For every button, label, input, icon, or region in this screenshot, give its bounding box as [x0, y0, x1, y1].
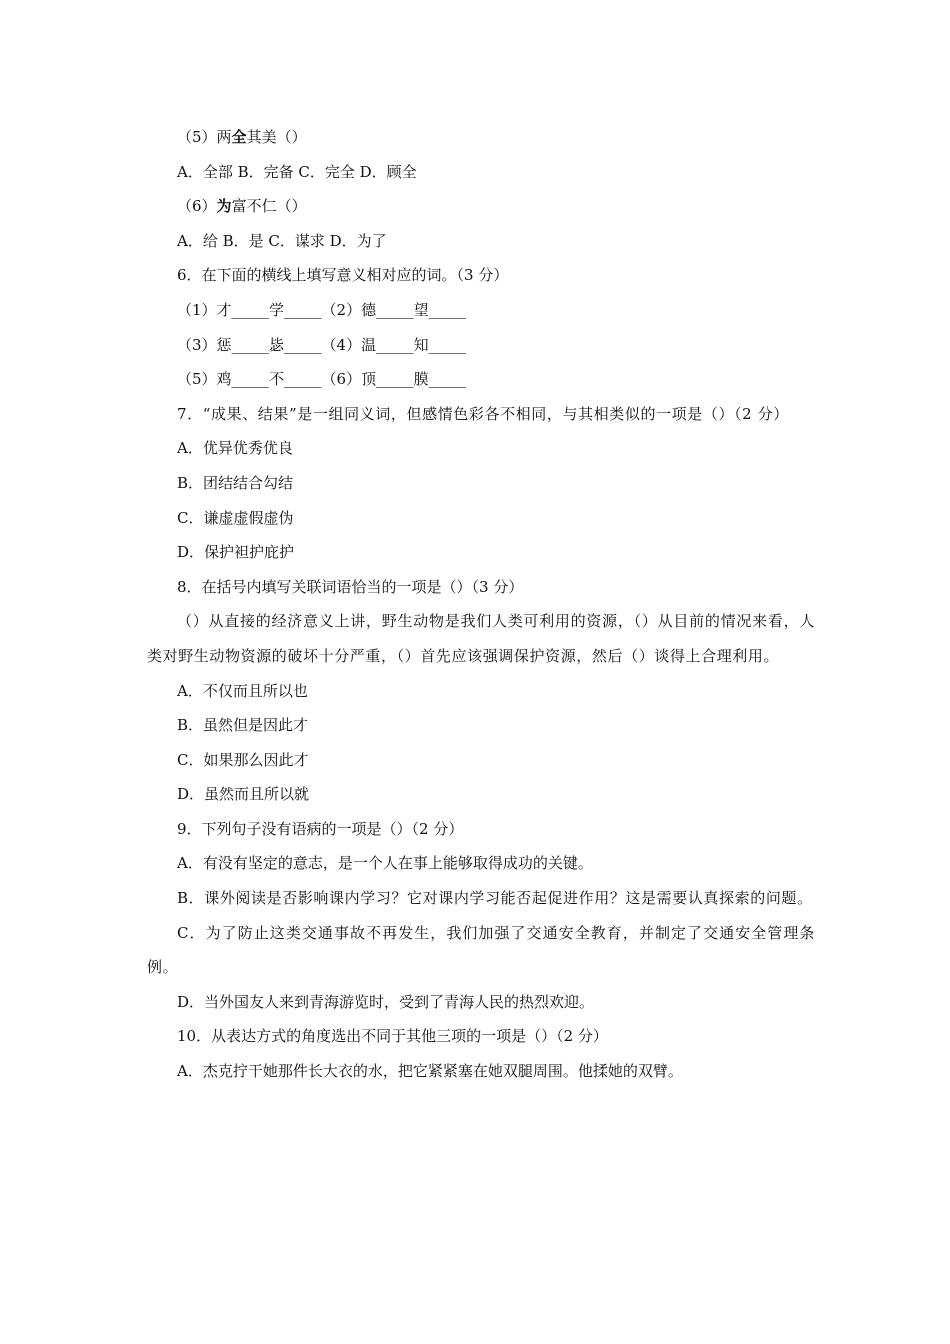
question-5-item-5-options: A．全部 B．完备 C．完全 D．顾全: [177, 162, 417, 181]
question-8-option-c: C．如果那么因此才: [177, 750, 309, 769]
question-9-option-a: A．有没有坚定的意志，是一个人在事上能够取得成功的关键。: [177, 854, 593, 873]
question-8-stem: 8．在括号内填写关联词语恰当的一项是（）（3 分）: [177, 577, 524, 596]
question-6-row-1: （1）才_____学_____（2）德_____望_____: [177, 300, 467, 319]
question-6-stem: 6．在下面的横线上填写意义相对应的词。（3 分）: [177, 266, 509, 285]
question-9-option-b: B．课外阅读是否影响课内学习？它对课内学习能否起促进作用？这是需要认真探索的问题。: [177, 889, 813, 908]
question-9-stem: 9．下列句子没有语病的一项是（）（2 分）: [177, 819, 464, 838]
question-10-option-a: A．杰克拧干她那件长大衣的水，把它紧紧塞在她双腿周围。他揉她的双臂。: [177, 1062, 683, 1081]
question-7-option-a: A．优异优秀优良: [177, 439, 293, 458]
question-6-row-3: （5）鸡_____不_____（6）顶_____膜_____: [177, 370, 467, 389]
emphasized-char: 为: [216, 197, 232, 216]
question-7-option-c: C．谦虚虚假虚伪: [177, 508, 294, 527]
question-7-stem: 7．“成果、结果”是一组同义词，但感情色彩各不相同，与其相类似的一项是（）（2 分）: [177, 404, 789, 423]
question-8-option-b: B．虽然但是因此才: [177, 716, 309, 735]
question-6-row-2: （3）惩_____毖_____（4）温_____知_____: [177, 335, 467, 354]
question-7-option-b: B．团结结合勾结: [177, 473, 294, 492]
question-5-item-5: （5）两全其美（）: [177, 128, 307, 146]
emphasized-char: 全: [231, 128, 247, 146]
question-8-passage: （）从直接的经济意义上讲，野生动物是我们人类可利用的资源，（）从目前的情况来看，人类对野生动物资源的破坏十分严重，（）首先应该强调保护资源，然后（）谈得上合理利用。: [147, 612, 815, 665]
question-5-item-6-options: A．给 B．是 C．谋求 D．为了: [177, 231, 387, 250]
question-8-option-d: D．虽然而且所以就: [177, 785, 310, 804]
question-5-item-6: （6）为富不仁（）: [177, 197, 307, 216]
question-7-option-d: D．保护袒护庇护: [177, 543, 295, 562]
question-8-option-a: A．不仅而且所以也: [177, 681, 308, 700]
question-10-stem: 10．从表达方式的角度选出不同于其他三项的一项是（）（2 分）: [177, 1027, 608, 1046]
question-9-option-d: D．当外国友人来到青海游览时，受到了青海人民的热烈欢迎。: [177, 992, 595, 1011]
document-body: [147, 120, 815, 1089]
question-9-option-c: C．为了防止这类交通事故不再发生，我们加强了交通安全教育，并制定了交通安全管理条例。: [147, 923, 815, 977]
